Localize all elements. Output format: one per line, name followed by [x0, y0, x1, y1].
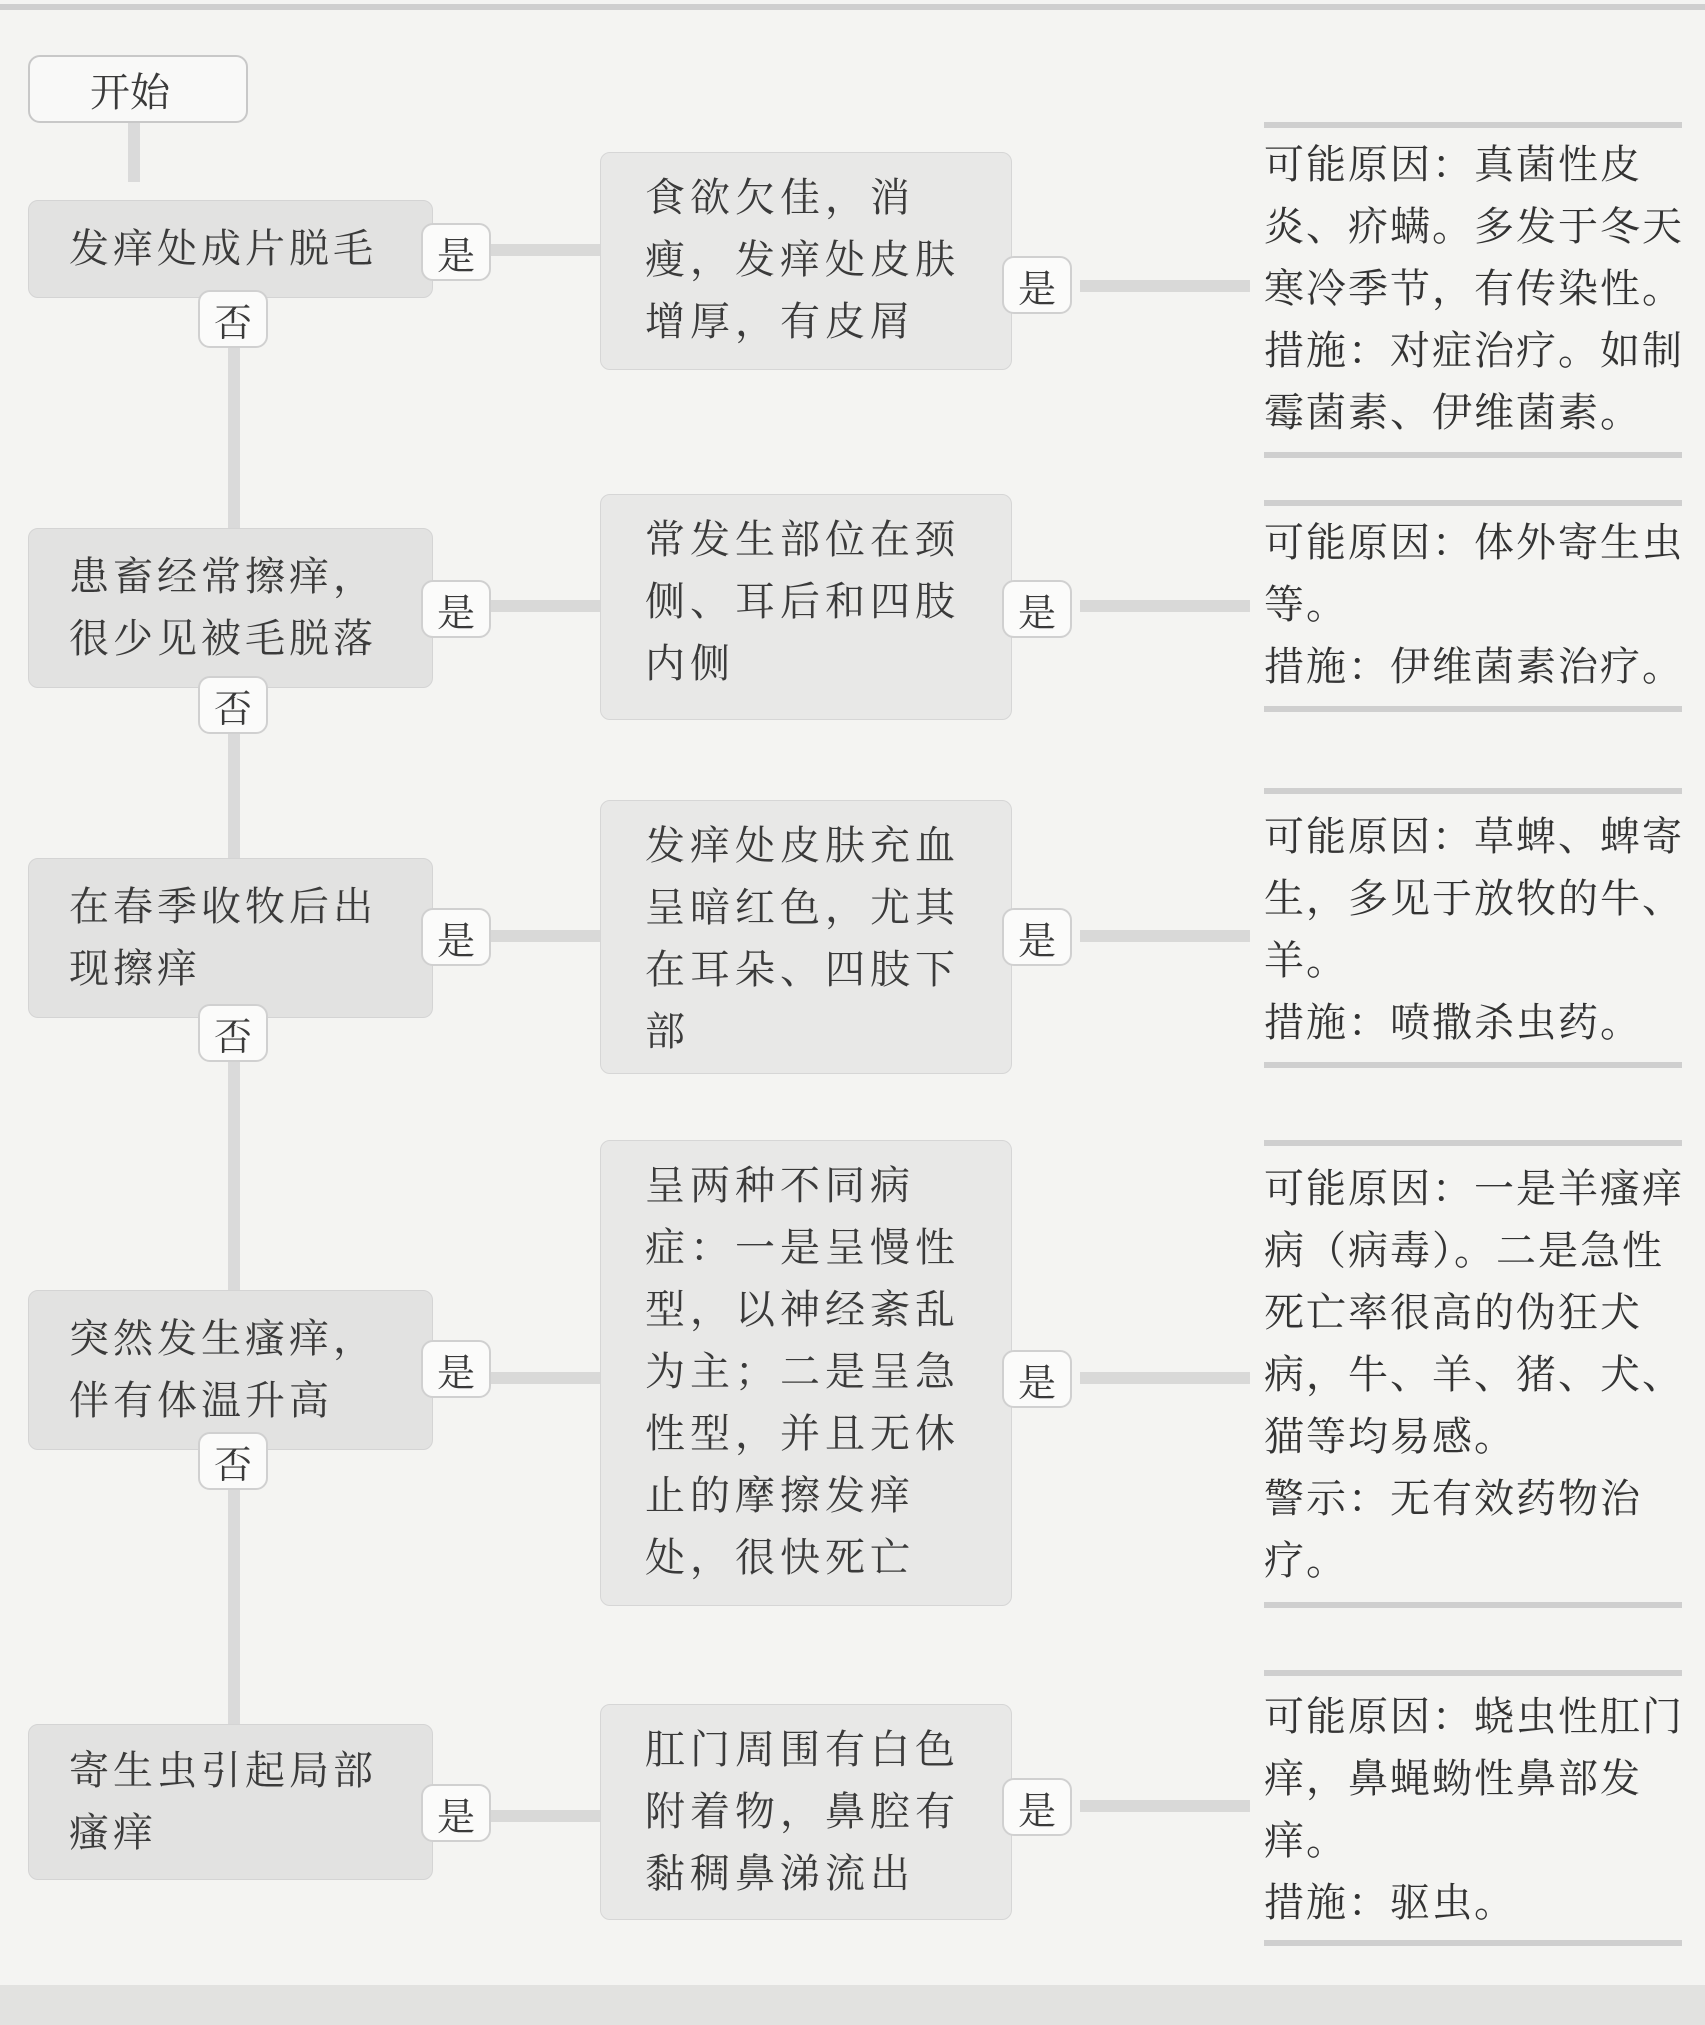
- question-node: [28, 1290, 433, 1450]
- condition-text: 呈两种不同病症：一是呈慢性型，以神经紊乱为主；二是呈急性型，并且无休止的摩擦发痒处，很快死亡: [645, 1163, 960, 1581]
- result-cause: 可能原因：草蜱、蜱寄生，多见于放牧的牛、羊。: [1264, 814, 1684, 984]
- main-flow-line: [128, 122, 140, 182]
- start-label: 开始: [90, 69, 170, 116]
- result-block: [1264, 1686, 1684, 1934]
- no-label: 否: [198, 290, 268, 348]
- yes-label: 是: [1002, 256, 1072, 314]
- result-cause: 可能原因：一是羊瘙痒病（病毒）。二是急性死亡率很高的伪狂犬病，牛、羊、猪、犬、猫等均易感。: [1264, 1166, 1684, 1460]
- question-text: 发痒处成片脱毛: [69, 226, 377, 272]
- yes-connector: [490, 600, 600, 612]
- condition-node: [600, 1704, 1012, 1920]
- question-node: [28, 1724, 433, 1880]
- result-rule: [1264, 706, 1682, 712]
- no-label: 否: [198, 1004, 268, 1062]
- yes-connector: [490, 930, 600, 942]
- yes-connector: [1080, 600, 1250, 612]
- yes-label: 是: [421, 223, 491, 281]
- no-label: 否: [198, 1432, 268, 1490]
- result-cause: 可能原因：真菌性皮炎、疥螨。多发于冬天寒冷季节，有传染性。: [1264, 142, 1684, 312]
- result-measure: 措施：对症治疗。如制霉菌素、伊维菌素。: [1264, 328, 1684, 436]
- yes-connector: [1080, 1372, 1250, 1384]
- yes-connector: [490, 1372, 600, 1384]
- result-rule: [1264, 1062, 1682, 1068]
- top-rule: [0, 4, 1705, 10]
- yes-label: 是: [1002, 1778, 1072, 1836]
- start-node: [28, 55, 248, 123]
- bottom-band: [0, 1985, 1705, 2025]
- yes-connector: [1080, 280, 1250, 292]
- condition-text: 发痒处皮肤充血呈暗红色，尤其在耳朵、四肢下部: [645, 823, 960, 1055]
- yes-label: 是: [421, 1340, 491, 1398]
- yes-connector: [1080, 1800, 1250, 1812]
- result-block: [1264, 512, 1684, 698]
- yes-label: 是: [1002, 580, 1072, 638]
- result-rule: [1264, 1940, 1682, 1946]
- yes-label: 是: [421, 908, 491, 966]
- yes-label: 是: [1002, 1350, 1072, 1408]
- result-rule: [1264, 788, 1682, 794]
- result-rule: [1264, 1140, 1682, 1146]
- condition-node: [600, 152, 1012, 370]
- result-measure: 措施：驱虫。: [1264, 1880, 1516, 1926]
- question-text: 寄生虫引起局部瘙痒: [69, 1748, 377, 1856]
- result-rule: [1264, 1670, 1682, 1676]
- result-measure: 措施：伊维菌素治疗。: [1264, 644, 1684, 690]
- yes-label: 是: [421, 580, 491, 638]
- result-cause: 可能原因：蛲虫性肛门痒，鼻蝇蚴性鼻部发痒。: [1264, 1694, 1684, 1864]
- result-block: [1264, 1158, 1684, 1592]
- result-rule: [1264, 1602, 1682, 1608]
- result-block: [1264, 806, 1684, 1054]
- yes-connector: [490, 244, 600, 256]
- condition-text: 肛门周围有白色附着物，鼻腔有黏稠鼻涕流出: [645, 1727, 960, 1897]
- result-rule: [1264, 122, 1682, 128]
- question-text: 患畜经常擦痒，很少见被毛脱落: [69, 554, 377, 662]
- question-node: [28, 858, 433, 1018]
- result-rule: [1264, 452, 1682, 458]
- yes-label: 是: [421, 1784, 491, 1842]
- yes-connector: [1080, 930, 1250, 942]
- result-block: [1264, 134, 1684, 444]
- yes-connector: [490, 1810, 600, 1822]
- condition-node: [600, 494, 1012, 720]
- condition-text: 食欲欠佳，消瘦，发痒处皮肤增厚，有皮屑: [645, 175, 960, 345]
- question-text: 突然发生瘙痒，伴有体温升高: [69, 1316, 377, 1424]
- question-text: 在春季收牧后出现擦痒: [69, 884, 377, 992]
- condition-node: [600, 1140, 1012, 1606]
- result-measure: 警示：无有效药物治疗。: [1264, 1476, 1642, 1584]
- result-cause: 可能原因：体外寄生虫等。: [1264, 520, 1684, 628]
- condition-node: [600, 800, 1012, 1074]
- result-measure: 措施：喷撒杀虫药。: [1264, 1000, 1642, 1046]
- yes-label: 是: [1002, 908, 1072, 966]
- no-label: 否: [198, 676, 268, 734]
- question-node: [28, 528, 433, 688]
- result-rule: [1264, 500, 1682, 506]
- question-node: [28, 200, 433, 298]
- condition-text: 常发生部位在颈侧、耳后和四肢内侧: [645, 517, 960, 687]
